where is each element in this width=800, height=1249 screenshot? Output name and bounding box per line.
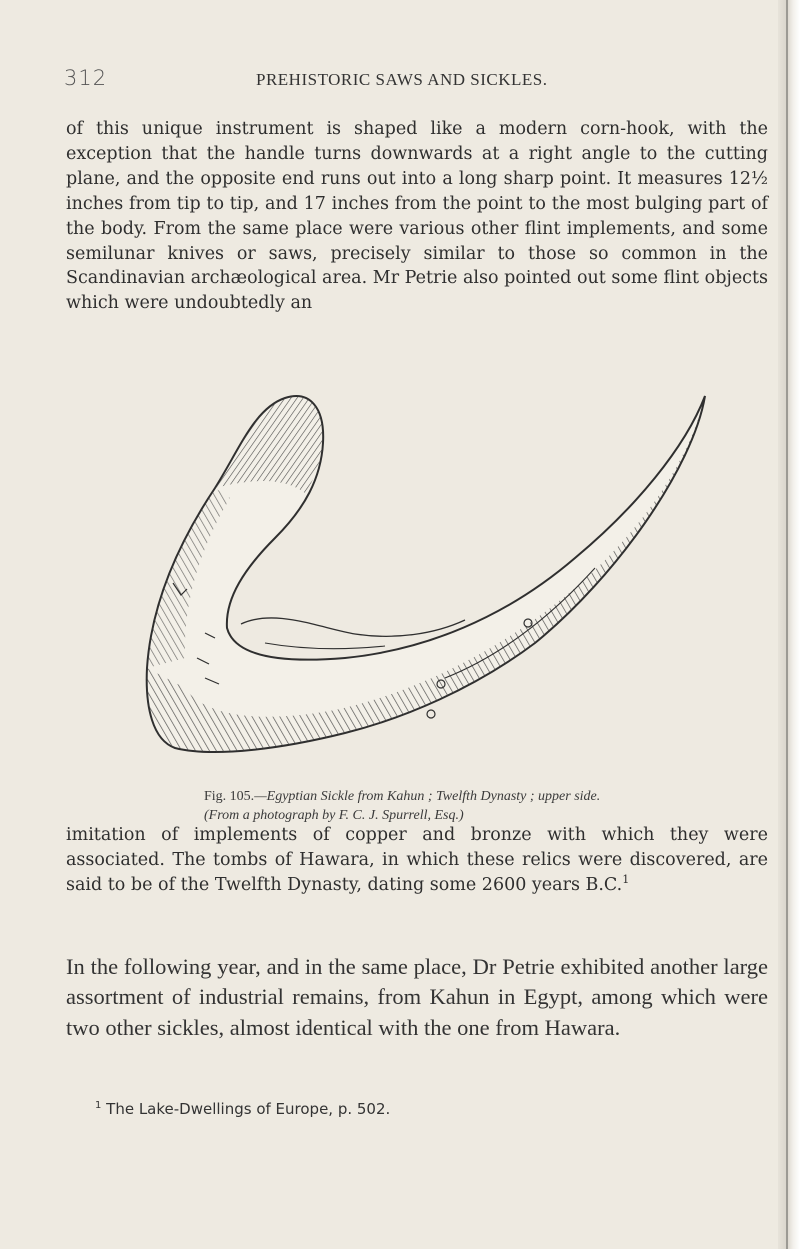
body-paragraph-3: In the following year, and in the same place, Dr Petrie exhibited another large assortment of industrial remains, from Kahun in Egypt, among which were two other sickles, almost identical with the one from Hawara. (66, 954, 768, 1040)
figure-caption-title: —Egyptian Sickle from Kahun ; Twelfth Dynasty ; upper side. (254, 789, 601, 804)
page-edge (778, 0, 800, 1249)
footnote-reference: 1 (622, 872, 630, 886)
figure-caption (204, 787, 744, 825)
footnote-marker: 1 (95, 1100, 102, 1111)
body-paragraph-2-text: imitation of implements of copper and bronze with which they were associated. The tombs of Hawara, in which these relics were discovered, are said to be of the Twelfth Dynasty, dating some 2600 years B.C. (66, 825, 768, 895)
figure-caption-credit: (From a photograph by F. C. J. Spurrell, Esq.) (204, 808, 464, 823)
footnote (95, 1099, 775, 1119)
sickle-illustration (145, 388, 730, 776)
running-title: PREHISTORIC SAWS AND SICKLES. (256, 70, 548, 89)
page-edge-line (786, 0, 788, 1249)
figure-label: Fig. 105. (204, 789, 255, 804)
page-number: 312 (64, 66, 108, 90)
footnote-text: The Lake-Dwellings of Europe, p. 502. (106, 1100, 391, 1118)
body-paragraph-2 (66, 823, 768, 898)
body-paragraph-1: of this unique instrument is shaped like a modern corn-hook, with the exception that the handle turns downwards at a right angle to the cutting plane, and the opposite end runs out into a long sharp point. It measures 12½ inches from tip to tip, and 17 inches from the point to the most bulging part of the body. From the same place were various other flint implements, and some semilunar knives or saws, precisely similar to those so common in the Scandinavian archæological area. Mr Petrie also pointed out some flint objects which were undoubtedly an (66, 119, 768, 314)
running-head (0, 66, 800, 96)
